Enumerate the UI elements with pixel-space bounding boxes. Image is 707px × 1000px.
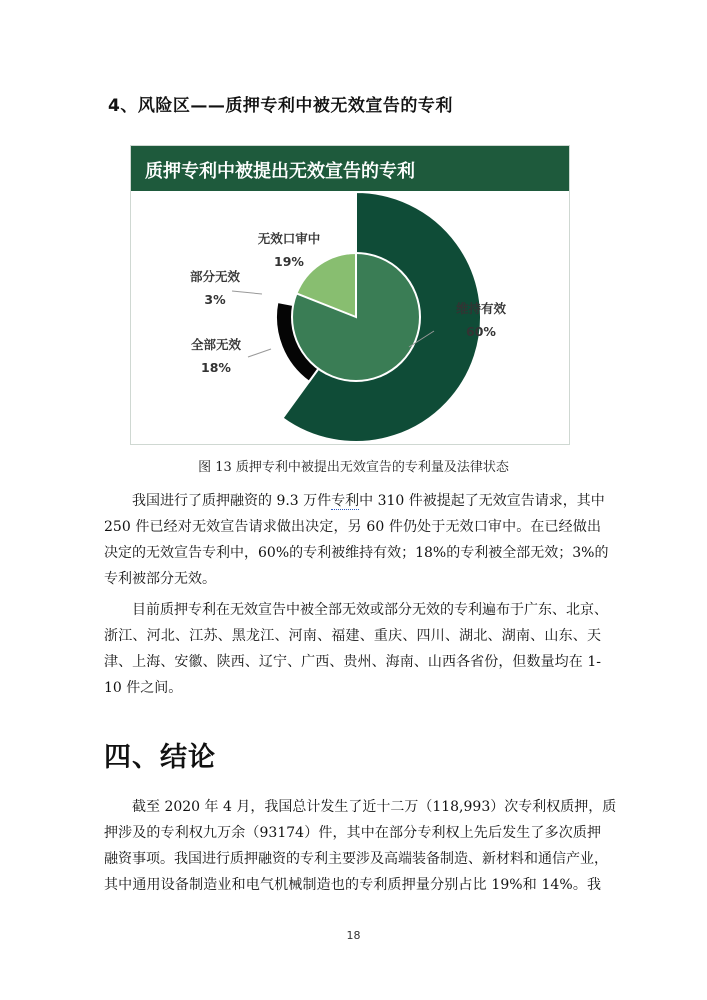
chart-title-bar [131, 146, 569, 191]
pie-chart-panel [130, 145, 570, 445]
slice-value-label: 60% [466, 324, 496, 339]
page-number: 18 [346, 929, 361, 942]
text-line: 专利被部分无效。 [104, 571, 216, 587]
pie-chart [131, 191, 569, 444]
text-line: 融资事项。我国进行质押融资的专利主要涉及高端装备制造、新材料和通信产业， [104, 851, 608, 867]
slice-value-label: 19% [274, 254, 304, 269]
slice-label: 无效口审中 [257, 231, 321, 246]
text-line: 押涉及的专利权九万余（93174）件，其中在部分专利权上先后发生了多次质押 [104, 825, 601, 841]
text-line: 我国进行了质押融资的 9.3 万件专利中 310 件被提起了无效宣告请求，其中 [132, 493, 605, 509]
slice-label: 维持有效 [456, 301, 507, 316]
paragraph-regional-distribution [104, 597, 608, 701]
text-line: 10 件之间。 [104, 680, 183, 696]
text-line: 决定的无效宣告专利中，60%的专利被维持有效；18%的专利被全部无效；3%的 [104, 545, 609, 561]
slice-label: 部分无效 [189, 269, 241, 284]
figure-caption: 图 13 质押专利中被提出无效宣告的专利量及法律状态 [198, 460, 509, 475]
text-line: 截至 2020 年 4 月，我国总计发生了近十二万（118,993）次专利权质押，质 [132, 799, 617, 815]
leader-line [248, 349, 271, 357]
text-line: 目前质押专利在无效宣告中被全部无效或部分无效的专利遍布于广东、北京、 [132, 602, 608, 618]
subsection-heading: 4、风险区——质押专利中被无效宣告的专利 [108, 96, 453, 116]
slice-value-label: 3% [204, 292, 226, 307]
paragraph-conclusion [104, 794, 617, 898]
text-line: 浙江、河北、江苏、黑龙江、河南、福建、重庆、四川、湖北、湖南、山东、天 [104, 628, 601, 644]
paragraph-pledge-invalidation [104, 488, 609, 592]
leader-line [232, 291, 262, 294]
slice-value-label: 18% [201, 360, 231, 375]
text-line: 250 件已经对无效宣告请求做出决定，另 60 件仍处于无效口审中。在已经做出 [104, 519, 601, 535]
text-line: 津、上海、安徽、陕西、辽宁、广西、贵州、海南、山西各省份，但数量均在 1- [104, 654, 601, 670]
chart-title: 质押专利中被提出无效宣告的专利 [145, 161, 415, 182]
text-line: 其中通用设备制造业和电气机械制造也的专利质押量分别占比 19%和 14%。我 [104, 877, 601, 893]
slice-label: 全部无效 [190, 337, 242, 352]
underlined-term: 专利 [331, 493, 360, 509]
section-title: 四、结论 [104, 742, 216, 773]
